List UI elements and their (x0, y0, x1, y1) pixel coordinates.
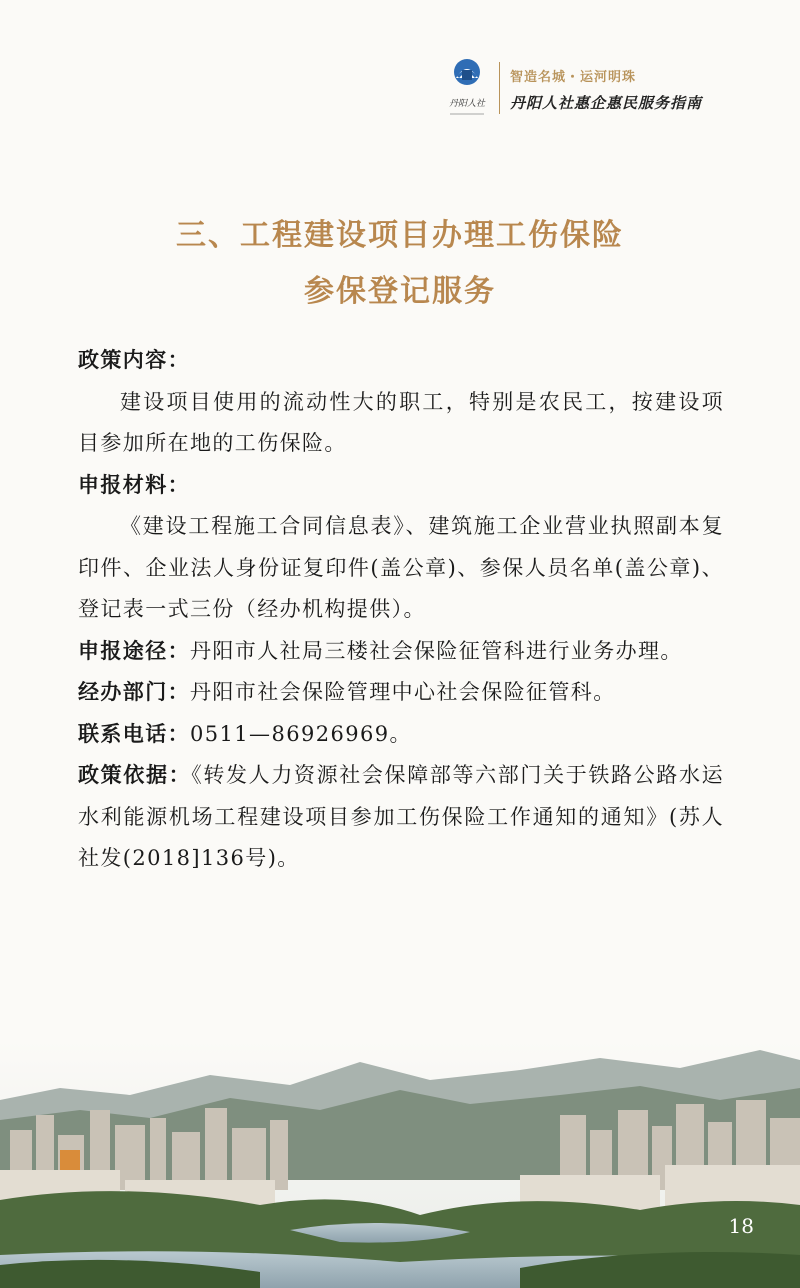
guide-title: 丹阳人社惠企惠民服务指南 (510, 94, 703, 112)
basis-label: 政策依据： (78, 763, 192, 787)
header-slogan: 智造名城・运河明珠 (510, 70, 637, 85)
phone-row (78, 714, 724, 756)
page-number: 18 (728, 1214, 754, 1238)
phone-label: 联系电话： (78, 721, 190, 746)
policy-content-label: 政策内容： (78, 348, 190, 372)
page-title-line-1: 三、工程建设项目办理工伤保险 (176, 218, 624, 253)
materials-text: 《建设工程施工合同信息表》、建筑施工企业营业执照副本复印件、企业法人身份证复印件(盖公章)、参保人员名单(盖公章)、登记表一式三份（经办机构提供）。 (78, 514, 724, 621)
header-divider (499, 62, 500, 114)
materials-label: 申报材料： (78, 472, 190, 497)
department-text: 丹阳市社会保险管理中心社会保险征管科。 (190, 680, 616, 704)
department-label: 经办部门： (78, 680, 190, 704)
logo-text: 丹阳人社 (448, 99, 485, 109)
basis-text: 《转发人力资源社会保障部等六部门关于铁路公路水运水利能源机场工程建设项目参加工伤保险工作通知的通知》(苏人社发(2018]136号)。 (78, 763, 724, 870)
department-row (78, 672, 724, 714)
channel-text: 丹阳市人社局三楼社会保险征管科进行业务办理。 (190, 638, 683, 663)
phone-text: 0511—86926969。 (190, 721, 412, 746)
page-header (438, 56, 778, 120)
city-skyline-image (0, 1040, 800, 1288)
basis-row (78, 755, 724, 880)
channel-label: 申报途径： (78, 638, 190, 663)
policy-content-text: 建设项目使用的流动性大的职工，特别是农民工，按建设项目参加所在地的工伤保险。 (78, 389, 724, 455)
logo-icon (438, 56, 496, 120)
content-body (78, 340, 724, 880)
page-title-line-2: 参保登记服务 (304, 274, 496, 309)
channel-row (78, 631, 724, 673)
